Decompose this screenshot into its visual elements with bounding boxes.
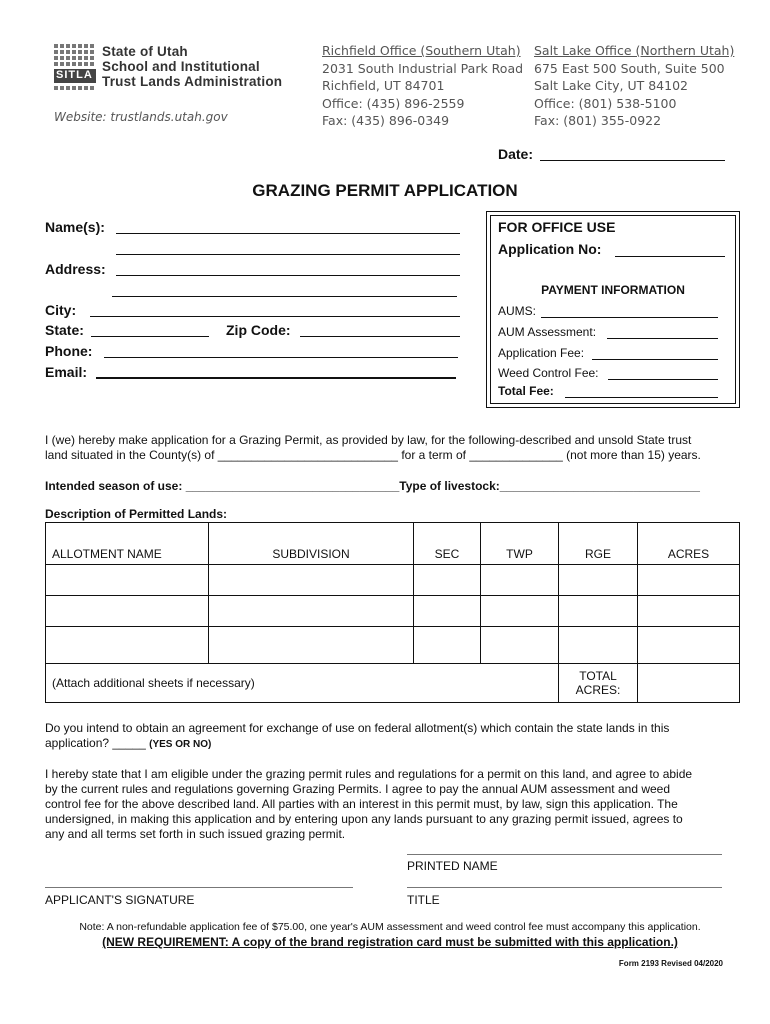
col-allotment-name: ALLOTMENT NAME xyxy=(46,523,209,565)
new-requirement: (NEW REQUIREMENT: A copy of the brand registration card must be submitted with this application.) xyxy=(102,935,678,949)
col-subdivision: SUBDIVISION xyxy=(209,523,414,565)
statement-line: by the current rules and regulations governing Grazing Permits. I agree to pay the annual AUM assessment and weed xyxy=(45,782,671,796)
aum-assessment-label: AUM Assessment: xyxy=(498,325,597,339)
total-acres-field[interactable] xyxy=(638,664,740,703)
saltlake-office-title: Salt Lake Office (Northern Utah) xyxy=(534,43,735,58)
form-number: Form 2193 Revised 04/2020 xyxy=(618,959,723,968)
attach-note: (Attach additional sheets if necessary) xyxy=(46,664,559,703)
county-field[interactable]: ___________________________ xyxy=(217,448,398,462)
total-label-line-2: ACRES: xyxy=(575,683,621,697)
twp-cell[interactable] xyxy=(481,565,559,596)
saltlake-street: 675 East 500 South, Suite 500 xyxy=(534,60,725,76)
statement-line: control fee for the above described land. All parties with an interest in this permit must, by law, sign this application. The xyxy=(45,797,678,811)
date-label: Date: xyxy=(498,146,534,162)
intro-line-1: I (we) hereby make application for a Grazing Permit, as provided by law, for the following-described and unsold State trust xyxy=(45,433,692,447)
form-title: GRAZING PERMIT APPLICATION xyxy=(252,181,518,200)
phone-label: Phone: xyxy=(45,343,93,359)
allotment-cell[interactable] xyxy=(46,596,209,627)
col-twp: TWP xyxy=(481,523,559,565)
agency-line-3: Trust Lands Administration xyxy=(102,74,283,89)
season-label: Intended season of use: xyxy=(45,479,183,493)
application-no-field[interactable] xyxy=(615,256,725,257)
total-label-line-1: TOTAL xyxy=(579,669,617,683)
state-label: State: xyxy=(45,322,84,338)
payment-heading: PAYMENT INFORMATION xyxy=(541,283,685,297)
col-rge: RGE xyxy=(559,523,638,565)
lands-header-row xyxy=(46,523,740,565)
weed-fee-field[interactable] xyxy=(608,379,718,380)
acres-cell[interactable] xyxy=(638,627,740,664)
livestock-label: Type of livestock: xyxy=(399,479,500,493)
statement-line: I hereby state that I am eligible under the grazing permit rules and regulations for a permit on this land, and agree to abide xyxy=(45,767,693,781)
yes-no-hint: (YES OR NO) xyxy=(149,739,212,750)
title-label: TITLE xyxy=(407,893,440,907)
signature-label: APPLICANT'S SIGNATURE xyxy=(45,893,195,907)
logo-abbrev: SITLA xyxy=(56,69,93,81)
intro-limit-text: (not more than 15) years. xyxy=(566,448,701,462)
richfield-city: Richfield, UT 84701 xyxy=(322,78,445,94)
exchange-line-2 xyxy=(45,736,735,752)
saltlake-fax: Fax: (801) 355-0922 xyxy=(534,113,662,129)
sec-cell[interactable] xyxy=(414,596,481,627)
fee-note: Note: A non-refundable application fee of $75.00, one year's AUM assessment and weed control fee must accompany this application. xyxy=(79,921,701,933)
subdivision-cell[interactable] xyxy=(209,565,414,596)
acres-cell[interactable] xyxy=(638,596,740,627)
date-field[interactable] xyxy=(540,160,725,161)
allotment-cell[interactable] xyxy=(46,565,209,596)
sec-cell[interactable] xyxy=(414,565,481,596)
allotment-cell[interactable] xyxy=(46,627,209,664)
season-field[interactable]: ________________________________ xyxy=(185,479,400,493)
col-acres: ACRES xyxy=(638,523,740,565)
printed-name-field[interactable] xyxy=(407,854,722,855)
lands-heading: Description of Permitted Lands: xyxy=(45,507,228,521)
aum-assessment-field[interactable] xyxy=(607,338,718,339)
richfield-fax: Fax: (435) 896-0349 xyxy=(322,113,450,129)
agency-name xyxy=(102,44,282,89)
acres-cell[interactable] xyxy=(638,565,740,596)
col-sec: SEC xyxy=(414,523,481,565)
names-label: Name(s): xyxy=(45,219,105,235)
weed-fee-label: Weed Control Fee: xyxy=(498,366,599,380)
intro-paragraph xyxy=(45,433,735,463)
website-link[interactable]: Website: trustlands.utah.gov xyxy=(54,110,228,124)
phone-field[interactable] xyxy=(104,357,458,358)
zip-label: Zip Code: xyxy=(226,322,291,338)
email-field[interactable] xyxy=(96,377,456,379)
lands-table xyxy=(45,522,740,703)
aums-label: AUMS: xyxy=(498,304,537,318)
statement-line: undersigned, in making this application and by entering upon any lands pursuant to any grazing permit issued, agrees to xyxy=(45,812,683,826)
table-row xyxy=(46,627,740,664)
application-fee-field[interactable] xyxy=(592,359,718,360)
address-label: Address: xyxy=(45,261,106,277)
zip-field[interactable] xyxy=(300,336,460,337)
table-row xyxy=(46,596,740,627)
exchange-question xyxy=(45,721,735,752)
names-field-2[interactable] xyxy=(116,254,460,255)
total-fee-field[interactable] xyxy=(565,397,718,398)
state-field[interactable] xyxy=(91,336,209,337)
richfield-office xyxy=(322,42,523,130)
richfield-phone: Office: (435) 896-2559 xyxy=(322,95,465,111)
table-row xyxy=(46,565,740,596)
title-field[interactable] xyxy=(407,887,722,888)
total-acres-label xyxy=(559,664,638,703)
exchange-answer-field[interactable]: application? _____ xyxy=(45,736,146,750)
printed-name-label: PRINTED NAME xyxy=(407,859,498,873)
sec-cell[interactable] xyxy=(414,627,481,664)
saltlake-phone: Office: (801) 538-5100 xyxy=(534,95,677,111)
rge-cell[interactable] xyxy=(559,565,638,596)
names-field[interactable] xyxy=(116,233,460,234)
city-field[interactable] xyxy=(90,316,460,317)
address-field[interactable] xyxy=(116,275,460,276)
office-use-heading: FOR OFFICE USE xyxy=(498,219,616,235)
term-field[interactable]: ______________ xyxy=(469,448,563,462)
saltlake-city: Salt Lake City, UT 84102 xyxy=(534,78,688,94)
agency-line-1: State of Utah xyxy=(102,44,188,59)
statement-line: any and all terms set forth in such issued grazing permit. xyxy=(45,827,346,841)
aums-field[interactable] xyxy=(541,317,718,318)
total-fee-label: Total Fee: xyxy=(498,384,554,398)
sitla-logo xyxy=(54,44,98,92)
intro-county-text: land situated in the County(s) of xyxy=(45,448,215,462)
richfield-street: 2031 South Industrial Park Road xyxy=(322,60,524,76)
signature-field[interactable] xyxy=(45,887,353,888)
subdivision-cell[interactable] xyxy=(209,627,414,664)
email-label: Email: xyxy=(45,364,88,380)
twp-cell[interactable] xyxy=(481,627,559,664)
livestock-field[interactable]: ______________________________ xyxy=(499,479,700,493)
twp-cell[interactable] xyxy=(481,596,559,627)
rge-cell[interactable] xyxy=(559,627,638,664)
richfield-office-title: Richfield Office (Southern Utah) xyxy=(322,43,521,58)
subdivision-cell[interactable] xyxy=(209,596,414,627)
application-no-label: Application No: xyxy=(498,241,602,257)
saltlake-office xyxy=(534,42,734,130)
season-row xyxy=(45,479,700,493)
application-fee-label: Application Fee: xyxy=(498,346,585,360)
intro-term-text: for a term of xyxy=(401,448,467,462)
agency-line-2: School and Institutional xyxy=(102,59,260,74)
rge-cell[interactable] xyxy=(559,596,638,627)
statement-paragraph xyxy=(45,767,735,842)
exchange-line-1: Do you intend to obtain an agreement for exchange of use on federal allotment(s) which contain the state lands in this xyxy=(45,721,670,735)
total-row xyxy=(46,664,740,703)
city-label: City: xyxy=(45,302,77,318)
address-field-2[interactable] xyxy=(112,296,457,297)
intro-line-2 xyxy=(45,448,735,463)
